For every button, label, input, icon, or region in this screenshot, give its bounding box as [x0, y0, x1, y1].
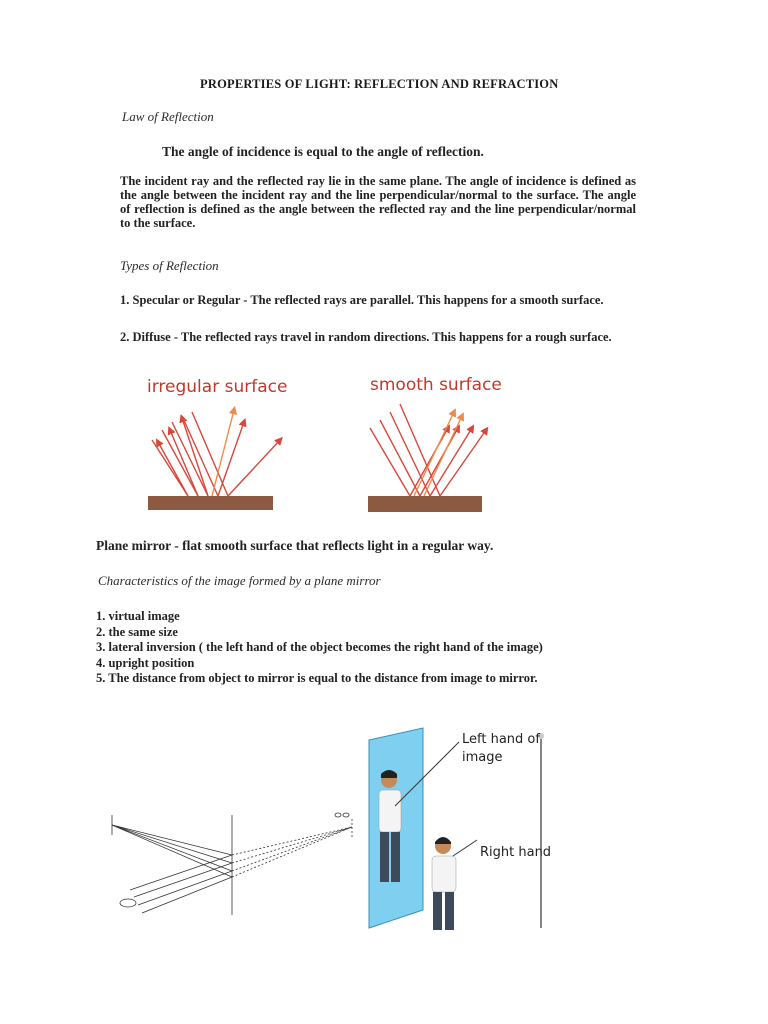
type-specular: 1. Specular or Regular - The reflected rays are parallel. This happens for a smooth surface.	[120, 293, 604, 307]
smooth-surface	[368, 496, 482, 512]
law-paragraph: The incident ray and the reflected ray lie in the same plane. The angle of incidence is defined as the angle between the incident ray and the line perpendicular/normal to the surface. The angle of reflection is defined as the angle between the reflected ray and the line perpendicular/normal to the surface.	[120, 174, 636, 230]
characteristics-heading: Characteristics of the image formed by a plane mirror	[98, 573, 381, 588]
list-item: 2. the same size	[96, 624, 178, 639]
rough-surface	[148, 496, 273, 510]
plane-mirror-ray-diagram	[100, 805, 360, 930]
left-hand-of-image-label: Left hand of image	[462, 732, 540, 765]
plane-mirror-definition: Plane mirror - flat smooth surface that reflects light in a regular way.	[96, 538, 494, 553]
law-of-reflection-heading: Law of Reflection	[122, 109, 214, 124]
law-statement: The angle of incidence is equal to the angle of reflection.	[162, 144, 484, 159]
smooth-surface-diagram	[362, 398, 492, 516]
list-item: 1. virtual image	[96, 609, 180, 623]
irregular-surface-label: irregular surface	[147, 377, 288, 397]
smooth-surface-label: smooth surface	[370, 375, 502, 395]
page-title: PROPERTIES OF LIGHT: REFLECTION AND REFRACTION	[200, 77, 559, 91]
types-of-reflection-heading: Types of Reflection	[120, 258, 219, 273]
person-icon	[432, 837, 456, 930]
irregular-surface-diagram	[140, 400, 290, 515]
list-item: 3. lateral inversion ( the left hand of the object becomes the right hand of the image)	[96, 640, 543, 654]
type-diffuse: 2. Diffuse - The reflected rays travel in random directions. This happens for a rough surface.	[120, 330, 612, 344]
list-item: 4. upright position	[96, 655, 195, 670]
list-item: 5. The distance from object to mirror is equal to the distance from image to mirror.	[96, 671, 538, 685]
right-hand-label: Right hand	[480, 845, 552, 860]
characteristics-list	[96, 609, 543, 687]
